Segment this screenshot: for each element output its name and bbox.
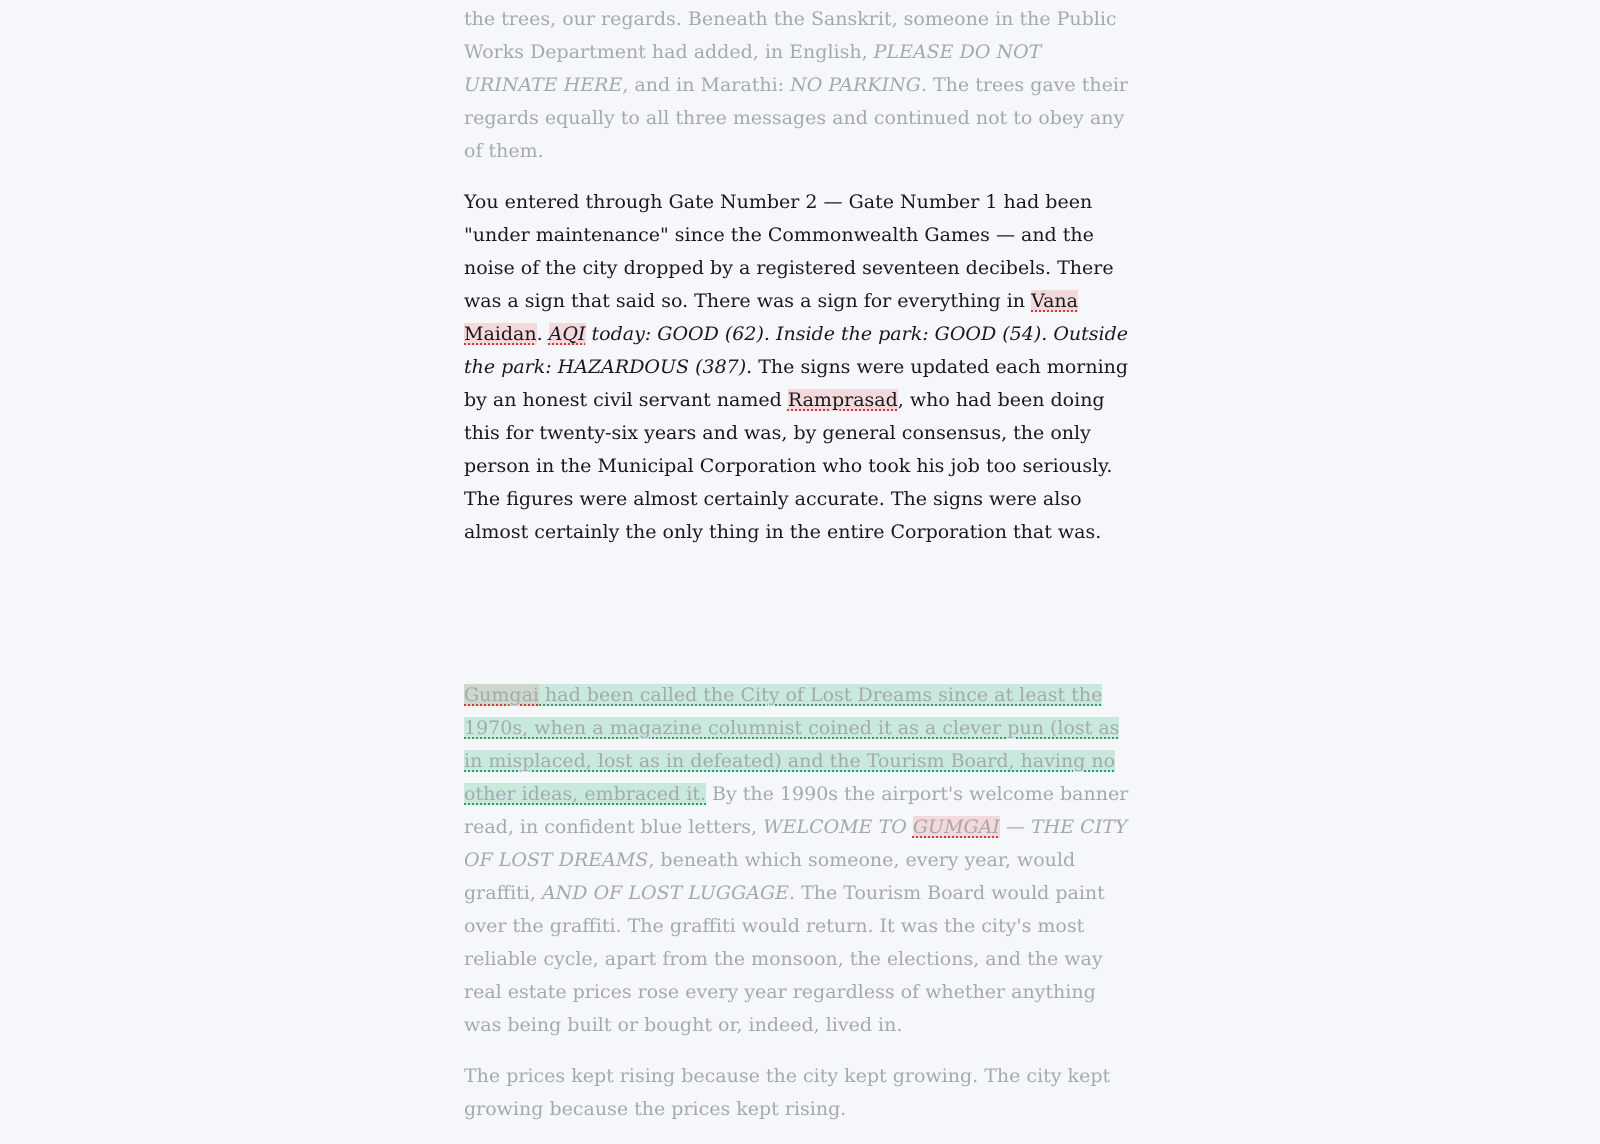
italic-run: PLEASE DO NOT URINATE HERE — [464, 41, 1042, 96]
italic-run: today: GOOD (62). Inside the park: GOOD (54). Outside the park: HAZARDOUS (387). — [464, 323, 1129, 378]
spelling-flag-gumgai[interactable]: Gumgai — [464, 684, 539, 706]
highlight-text: had been called the City of Lost Dreams since at least the 1970s, when a magazine columnist coined it as a clever pun (lost as in misplaced, lost as in defeated) and the Tourism Board, having no other ideas, embraced it. — [464, 684, 1120, 805]
text-run: The prices kept rising because the city kept growing. The city kept growing because the prices kept rising. — [464, 1065, 1111, 1120]
text-run: , who had been doing this for twenty-six years and was, by general consensus, the only person in the Municipal Corporation who took his job too seriously. The figures were almost certainly accurate. The signs were also almost certainly the only thing in the entire Corporation that was. — [464, 389, 1113, 543]
spelling-flag-gumgai-banner[interactable]: GUMGAI — [912, 816, 1000, 838]
italic-run: AND OF LOST LUGGAGE. — [541, 882, 796, 904]
paragraph-faded-1 — [464, 3, 1139, 168]
text-run: By the 1990s the airport's welcome banner read, in confident blue letters, — [464, 783, 1129, 838]
spelling-flag-ramprasad[interactable]: Ramprasad — [787, 389, 898, 411]
italic-run: NO PARKING — [790, 74, 921, 96]
text-run: You entered through Gate Number 2 — Gate Number 1 had been "under maintenance" since the Commonwealth Games — and the noise of the city dropped by a registered seventeen decibels. There was a sign that said so. There was a sign for everything in — [464, 191, 1114, 312]
spelling-flag-maidan[interactable]: Maidan — [464, 323, 537, 345]
text-run: The signs were updated each morning by an honest civil servant named — [464, 356, 1129, 411]
text-run: . — [536, 323, 549, 345]
paragraph-faded-2 — [464, 679, 1139, 1042]
text-run: the trees, our regards. Beneath the Sanskrit, someone in the Public Works Department had added, in English, — [464, 8, 1117, 63]
italic-run: — THE CITY OF LOST DREAMS — [464, 816, 1128, 871]
text-run: , beneath which someone, every year, would graffiti, — [464, 849, 1076, 904]
spelling-flag-vana[interactable]: Vana — [1031, 290, 1078, 312]
document-column — [464, 3, 1139, 1144]
section-break — [464, 567, 1139, 679]
spelling-flag-aqi[interactable]: AQI — [548, 323, 586, 345]
paragraph-focused — [464, 186, 1139, 549]
text-run: , and in Marathi: — [622, 74, 791, 96]
text-run: . The trees gave their regards equally to all three messages and continued not to obey any of them. — [464, 74, 1128, 162]
paragraph-faded-3 — [464, 1060, 1139, 1126]
text-run: The Tourism Board would paint over the graffiti. The graffiti would return. It was the city's most reliable cycle, apart from the monsoon, the elections, and the way real estate prices rose every year regardless of whether anything was being built or bought or, indeed, lived in. — [464, 882, 1105, 1036]
italic-run: WELCOME TO — [763, 816, 913, 838]
